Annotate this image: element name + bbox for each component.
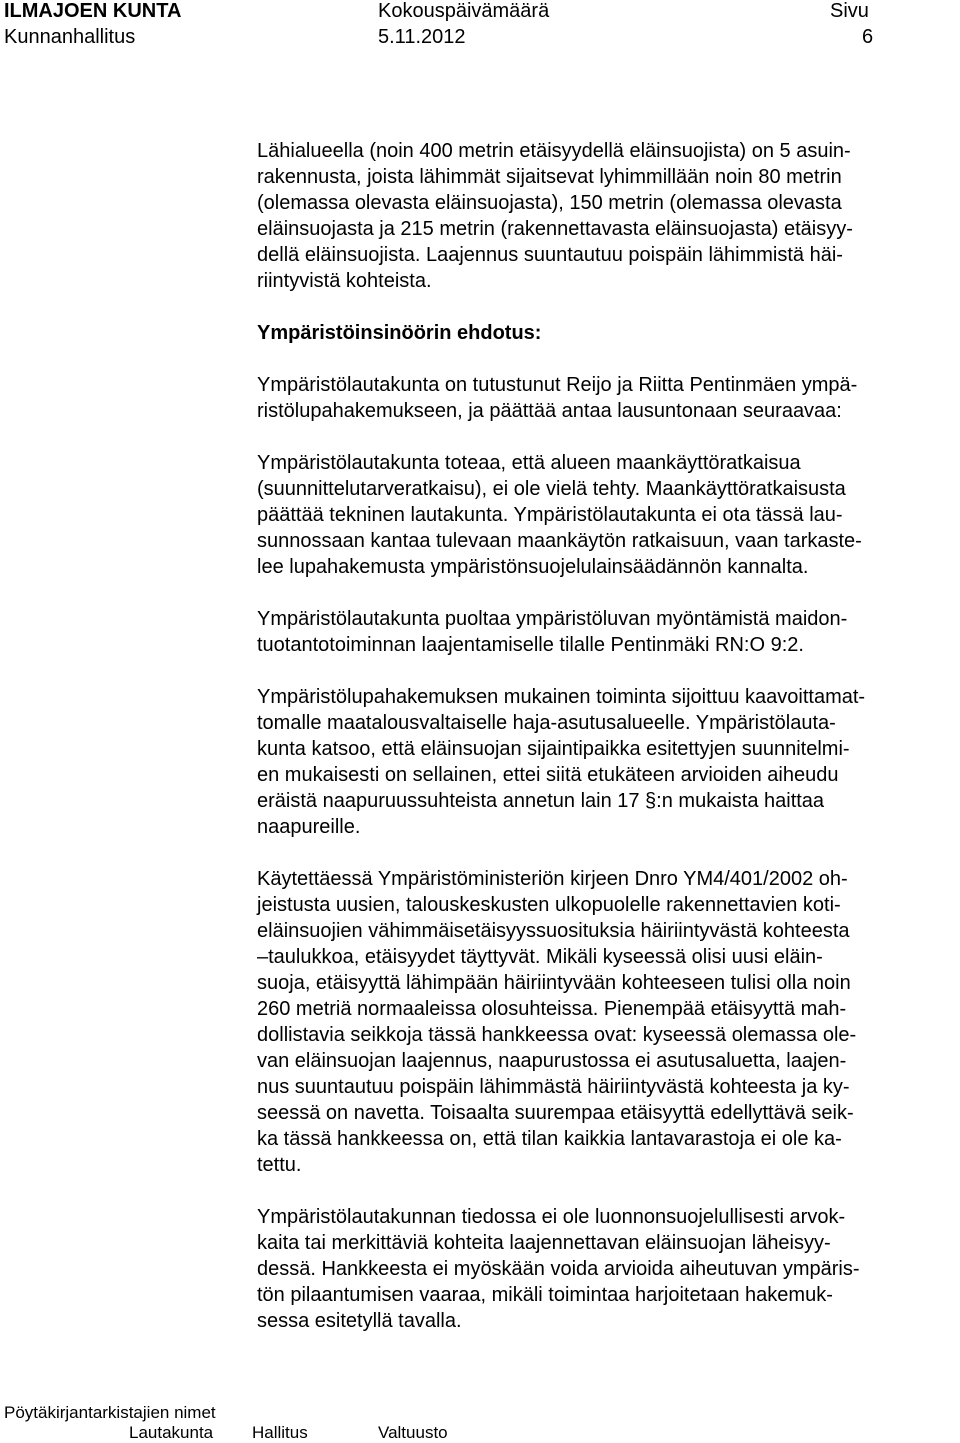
proposal-heading: Ympäristöinsinöörin ehdotus:: [257, 322, 542, 344]
paragraph-distances: Käytettäessä Ympäristöministeriön kirjeen Dnro YM4/401/2002 oh- jeistusta uusien, talouskeskusten ulkopuolelle rakennettavien koti- eläinsuojien vähimmäisetäisyyssuosituksia häiriintyvästä kohteesta –taulukkoa, etäisyydet täyttyvät. Mikäli kyseessä olisi uusi eläin- suoja, etäisyyttä lähimpään häiriintyvään kohteeseen tulisi olla noin 260 metriä normaaleissa olosuhteissa. Pienempää etäisyyttä mah- dollistavia seikkoja tässä hankkeessa ovat: kyseessä olemassa ole- van eläinsuojan laajennus, naapurustossa ei asutusaluetta, laajen- nus suuntautuu poispäin lähimmästä häiriintyvästä kohteesta ja ky- seessä on navetta. Toisaalta suurempaa etäisyyttä edellyttävä seik- ka tässä hankkeessa on, että tilan kaikkia lantavarastoja ei ole ka- tettu.: [257, 868, 857, 1176]
paragraph-land-use: Ympäristölautakunta toteaa, että alueen maankäyttöratkaisua (suunnittelutarveratkaisu), ei ole vielä tehty. Maankäyttöratkaisusta päättää tekninen lautakunta. Ympäristölautakunta ei ota tässä lau- sunnossaan kantaa tulevaan maankäytön ratkaisuun, vaan tarkaste- lee lupahakemusta ympäristönsuojelulainsäädännön kannalta.: [257, 452, 862, 578]
department-name: Kunnanhallitus: [4, 26, 136, 48]
paragraph-location: Ympäristölupahakemuksen mukainen toiminta sijoittuu kaavoittamat- tomalle maatalousvaltaiselle haja-asutusalueelle. Ympäristölauta- kunta katsoo, että eläinsuojan sijaintipaikka esitettyjen suunnitelmi- en mukaisesti on sellainen, ettei siitä etukäteen arvioiden aiheudu eräistä naapuruussuhteista annetun lain 17 §:n mukaista haittaa naapureille.: [257, 686, 866, 838]
footer-body-board: Lautakunta: [129, 1423, 214, 1442]
page-footer: [0, 1403, 960, 1442]
paragraph-proposal-intro: Ympäristölautakunta on tutustunut Reijo ja Riitta Pentinmäen ympä- ristölupahakemukseen, ja päättää antaa lausuntonaan seuraavaa:: [257, 374, 858, 422]
footer-body-government: Hallitus: [252, 1423, 308, 1442]
meeting-date: 5.11.2012: [378, 26, 466, 48]
paragraph-nature-values: Ympäristölautakunnan tiedossa ei ole luonnonsuojelullisesti arvok- kaita tai merkittäviä kohteita laajennettavan eläinsuojan läheisyy- dessä. Hankkeesta ei myöskään voida arvioida aiheutuvan ympäris- tön pilaantumisen vaaraa, mikäli toimintaa harjoitetaan hakemuk- sessa esitetyllä tavalla.: [257, 1206, 860, 1332]
document-body: [257, 138, 957, 1360]
page-header: [0, 0, 960, 52]
organization-name: ILMAJOEN KUNTA: [4, 0, 182, 22]
footer-signatories-title: Pöytäkirjantarkistajien nimet: [4, 1403, 216, 1422]
paragraph-recommendation: Ympäristölautakunta puoltaa ympäristöluvan myöntämistä maidon- tuotantotoiminnan laajentamiselle tilalle Pentinmäki RN:O 9:2.: [257, 608, 848, 656]
page-number: 6: [862, 26, 874, 48]
meeting-date-label: Kokouspäivämäärä: [378, 0, 550, 22]
footer-body-council: Valtuusto: [378, 1423, 448, 1442]
paragraph-neighborhood: Lähialueella (noin 400 metrin etäisyydellä eläinsuojista) on 5 asuin- rakennusta, joista lähimmät sijaitsevat lyhimmillään noin 80 metrin (olemassa olevasta eläinsuojasta), 150 metrin (olemassa olevasta eläinsuojasta ja 215 metrin (rakennettavasta eläinsuojasta) etäisyy- dellä eläinsuojista. Laajennus suuntautuu poispäin lähimmistä häi- riintyvistä kohteista.: [257, 140, 853, 292]
page-label: Sivu: [830, 0, 869, 22]
